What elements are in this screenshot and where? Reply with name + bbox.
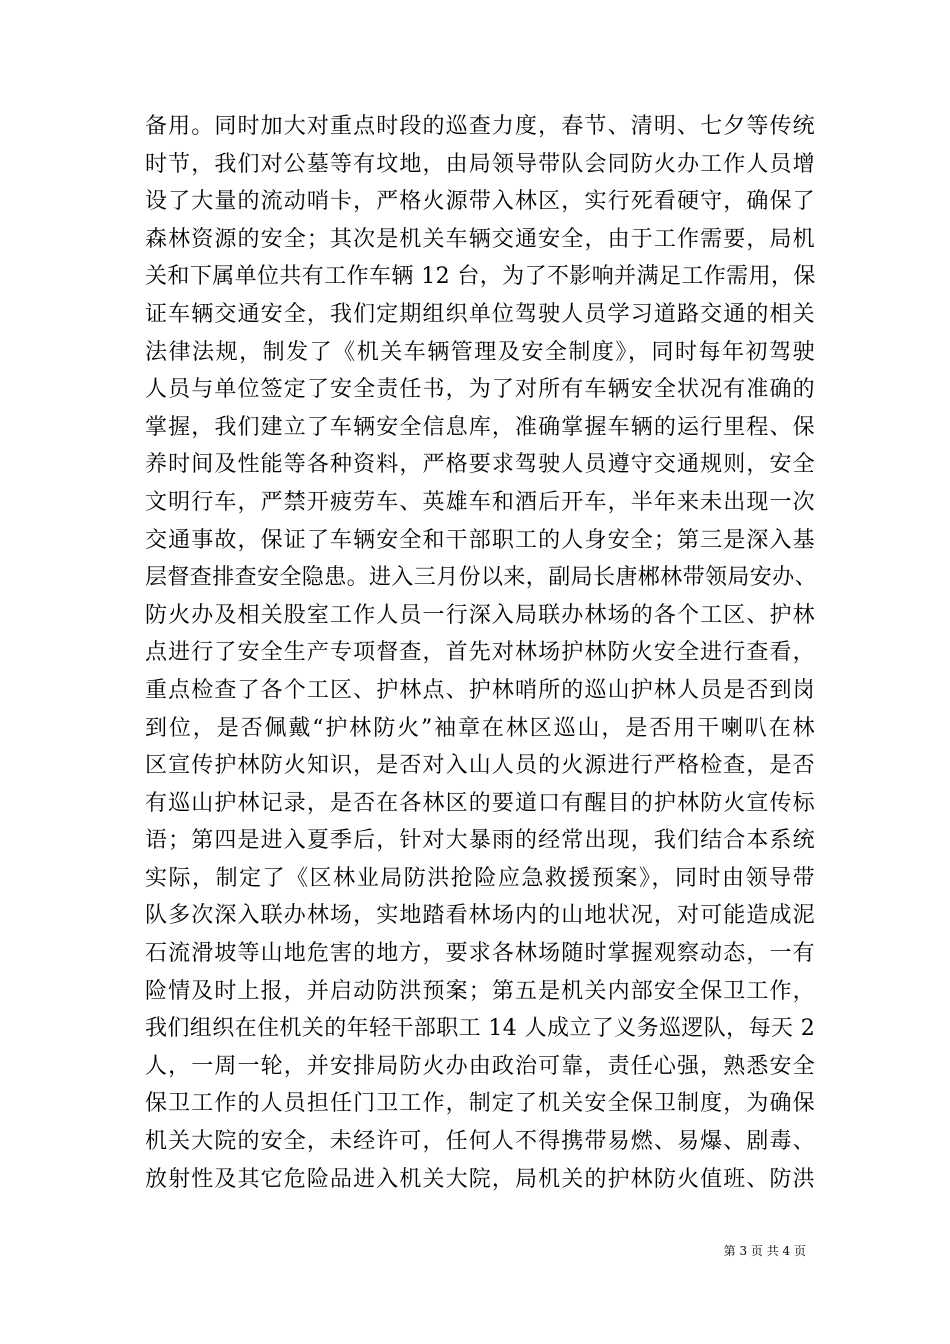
text-line: 关和下属单位共有工作车辆 12 台，为了不影响并满足工作需用，保 (145, 264, 816, 290)
text-line: 有巡山护林记录，是否在各林区的要道口有醒目的护林防火宣传标 (145, 790, 815, 816)
text-line: 保卫工作的人员担任门卫工作，制定了机关安全保卫制度，为确保 (145, 1091, 815, 1117)
text-line: 石流滑坡等山地危害的地方，要求各林场随时掌握观察动态，一有 (145, 941, 815, 967)
text-line: 时节，我们对公墓等有坟地，由局领导带队会同防火办工作人员增 (145, 151, 815, 177)
page-number: 第 3 页 共 4 页 (723, 1244, 806, 1258)
text-line: 防火办及相关股室工作人员一行深入局联办林场的各个工区、护林 (145, 602, 815, 628)
text-line: 备用。同时加大对重点时段的巡查力度，春节、清明、七夕等传统 (145, 114, 815, 139)
text-line: 险情及时上报，并启动防洪预案；第五是机关内部安全保卫工作， (145, 978, 815, 1004)
text-line: 到位，是否佩戴“护林防火”袖章在林区巡山，是否用干喇叭在林 (145, 715, 815, 741)
text-line: 文明行车，严禁开疲劳车、英雄车和酒后开车，半年来未出现一次 (145, 489, 815, 515)
text-line: 森林资源的安全；其次是机关车辆交通安全，由于工作需要，局机 (145, 226, 815, 252)
text-line: 人员与单位签定了安全责任书，为了对所有车辆安全状况有准确的 (145, 377, 815, 403)
text-line: 点进行了安全生产专项督查，首先对林场护林防火安全进行查看， (145, 640, 815, 666)
text-line: 重点检查了各个工区、护林点、护林哨所的巡山护林人员是否到岗 (145, 677, 815, 703)
text-line: 养时间及性能等各种资料，严格要求驾驶人员遵守交通规则，安全 (145, 452, 815, 478)
text-line: 队多次深入联办林场，实地踏看林场内的山地状况，对可能造成泥 (145, 903, 815, 929)
text-line: 区宣传护林防火知识，是否对入山人员的火源进行严格检查，是否 (145, 753, 815, 779)
text-line: 证车辆交通安全，我们定期组织单位驾驶人员学习道路交通的相关 (145, 301, 815, 327)
text-line: 交通事故，保证了车辆安全和干部职工的人身安全；第三是深入基 (145, 527, 815, 553)
text-line: 语；第四是进入夏季后，针对大暴雨的经常出现，我们结合本系统 (145, 828, 815, 854)
body-text (145, 108, 818, 1198)
text-line: 实际，制定了《区林业局防洪抢险应急救援预案》，同时由领导带 (145, 865, 815, 891)
text-line: 我们组织在住机关的年轻干部职工 14 人成立了义务巡逻队，每天 2 (145, 1016, 816, 1042)
text-line: 设了大量的流动哨卡，严格火源带入林区，实行死看硬守，确保了 (145, 189, 815, 215)
text-line: 机关大院的安全，未经许可，任何人不得携带易燃、易爆、剧毒、 (145, 1129, 815, 1155)
text-line: 法律法规，制发了《机关车辆管理及安全制度》，同时每年初驾驶 (145, 339, 815, 365)
text-line: 人，一周一轮，并安排局防火办由政治可靠，责任心强，熟悉安全 (145, 1053, 815, 1079)
text-line: 放射性及其它危险品进入机关大院，局机关的护林防火值班、防洪 (145, 1166, 815, 1192)
text-line: 层督查排查安全隐患。进入三月份以来，副局长唐郴林带领局安办、 (145, 565, 818, 591)
text-line: 掌握，我们建立了车辆安全信息库，准确掌握车辆的运行里程、保 (145, 414, 815, 440)
